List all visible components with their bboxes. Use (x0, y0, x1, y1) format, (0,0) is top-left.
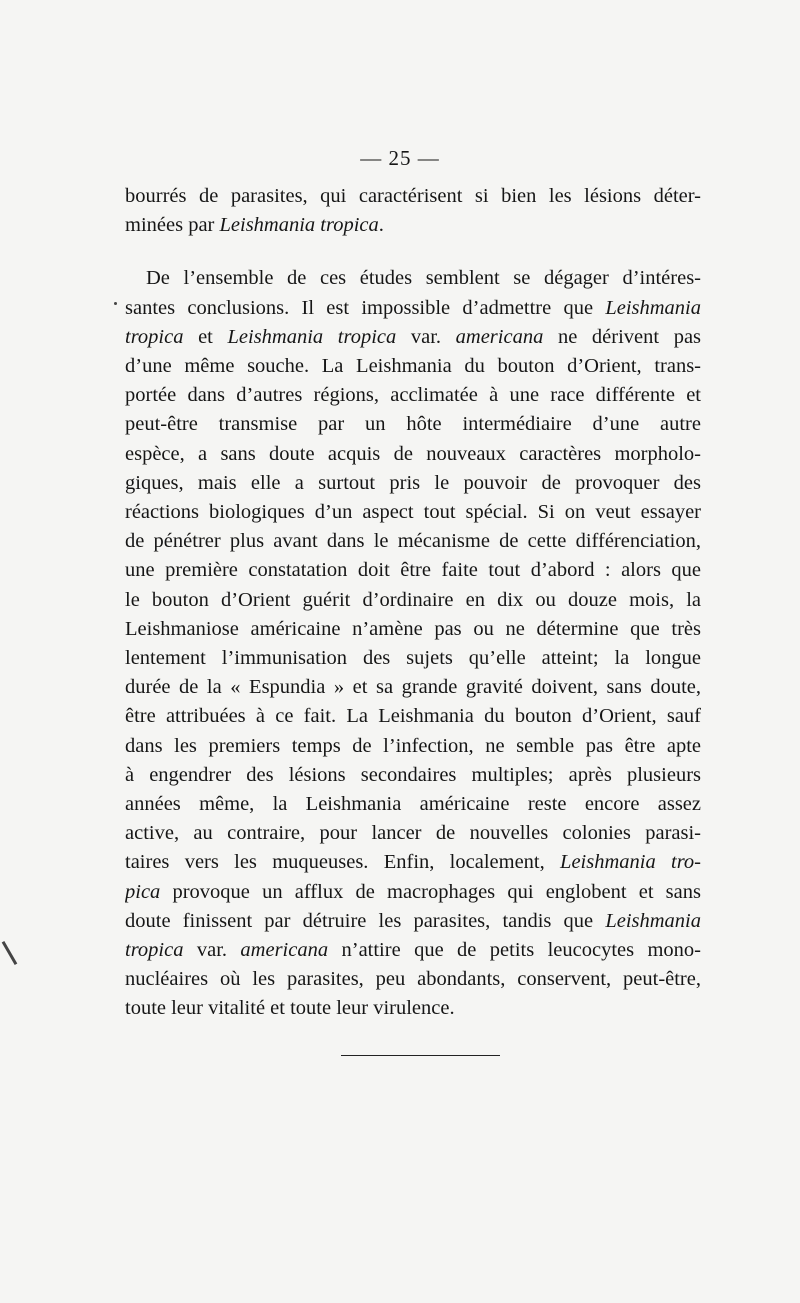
text-segment: réactions biologiques d’un aspect tout spécial. Si on veut essayer (125, 501, 701, 524)
text-segment: toute leur vitalité et toute leur virulence. (125, 997, 455, 1020)
text-line (125, 498, 701, 527)
text-line (125, 819, 701, 848)
italic-term: Leishmania tro- (560, 851, 701, 874)
text-segment: doute finissent par détruire les parasites, tandis que (125, 909, 606, 932)
text-segment: var. (183, 939, 241, 962)
text-segment: nucléaires où les parasites, peu abondants, conservent, peut-être, (125, 968, 701, 991)
text-line (125, 527, 701, 556)
page-number: — 25 — (360, 146, 440, 170)
text-line (125, 182, 701, 211)
text-line (125, 761, 701, 790)
margin-pen-mark (2, 941, 18, 965)
text-line (125, 848, 701, 877)
text-segment: dans les premiers temps de l’infection, ne semble pas être apte (125, 734, 701, 757)
text-segment: peut-être transmise par un hôte intermédiaire d’une autre (125, 413, 701, 436)
text-segment: minées par (125, 214, 220, 237)
text-line (125, 556, 701, 585)
italic-term: Leishmania (605, 296, 701, 319)
text-segment: à engendrer des lésions secondaires multiples; après plusieurs (125, 763, 701, 786)
text-segment: portée dans d’autres régions, acclimatée à une race différente et (125, 384, 701, 407)
text-line (125, 586, 701, 615)
text-line (125, 790, 701, 819)
text-line (125, 936, 701, 965)
italic-term: Leishmania (605, 909, 701, 932)
text-line (125, 469, 701, 498)
italic-term: Leishmania tropica (219, 214, 379, 237)
paragraph-gap (125, 240, 701, 264)
text-segment: années même, la Leishmania américaine reste encore assez (125, 793, 701, 816)
text-line (125, 264, 701, 293)
text-segment: le bouton d’Orient guérit d’ordinaire en dix ou douze mois, la (125, 588, 701, 611)
text-line (125, 673, 701, 702)
text-segment: une première constatation doit être faite tout d’abord : alors que (125, 559, 701, 582)
paragraph (125, 264, 701, 1023)
text-line (125, 615, 701, 644)
text-segment: taires vers les muqueuses. Enfin, localement, (125, 851, 561, 874)
text-line (125, 440, 701, 469)
text-line (125, 410, 701, 439)
text-line (125, 702, 701, 731)
text-segment: et (183, 325, 228, 348)
text-line (125, 994, 701, 1023)
italic-term: tropica (125, 939, 184, 962)
italic-term: americana (455, 325, 544, 348)
text-line (125, 211, 701, 240)
text-segment: de pénétrer plus avant dans le mécanisme de cette différenciation, (125, 530, 701, 553)
text-segment: durée de la « Espundia » et sa grande gravité doivent, sans doute, (125, 676, 701, 699)
text-segment: ne dérivent pas (543, 325, 701, 348)
paragraph (125, 182, 701, 240)
italic-term: americana (240, 939, 329, 962)
paper-speck (114, 302, 117, 305)
text-line (125, 644, 701, 673)
text-segment: Leishmaniose américaine n’amène pas ou ne détermine que très (125, 617, 701, 640)
text-segment: bourrés de parasites, qui caractérisent si bien les lésions déter- (125, 185, 701, 207)
text-line (125, 381, 701, 410)
text-line (125, 907, 701, 936)
text-segment: . (378, 214, 384, 237)
closing-rule (341, 1055, 500, 1056)
text-line (125, 352, 701, 381)
italic-term: pica (125, 880, 161, 903)
text-segment: provoque un afflux de macrophages qui englobent et sans (160, 880, 701, 903)
text-line (125, 294, 701, 323)
text-line (125, 965, 701, 994)
text-segment: var. (396, 325, 456, 348)
text-line (125, 732, 701, 761)
text-line (125, 323, 701, 352)
text-segment: lentement l’immunisation des sujets qu’elle atteint; la longue (125, 647, 701, 670)
text-segment: santes conclusions. Il est impossible d’admettre que (125, 296, 606, 319)
text-segment: n’attire que de petits leucocytes mono- (328, 939, 701, 962)
italic-term: tropica (125, 325, 184, 348)
text-segment: d’une même souche. La Leishmania du bouton d’Orient, trans- (125, 355, 701, 378)
text-segment: De l’ensemble de ces études semblent se dégager d’intéres- (146, 267, 701, 290)
italic-term: Leishmania tropica (227, 325, 397, 348)
text-segment: espèce, a sans doute acquis de nouveaux caractères morpholo- (125, 442, 701, 465)
text-segment: giques, mais elle a surtout pris le pouvoir de provoquer des (125, 471, 701, 494)
text-segment: être attribuées à ce fait. La Leishmania du bouton d’Orient, sauf (125, 705, 701, 728)
text-segment: active, au contraire, pour lancer de nouvelles colonies parasi- (125, 822, 701, 845)
body-text (125, 182, 701, 1024)
text-line (125, 878, 701, 907)
